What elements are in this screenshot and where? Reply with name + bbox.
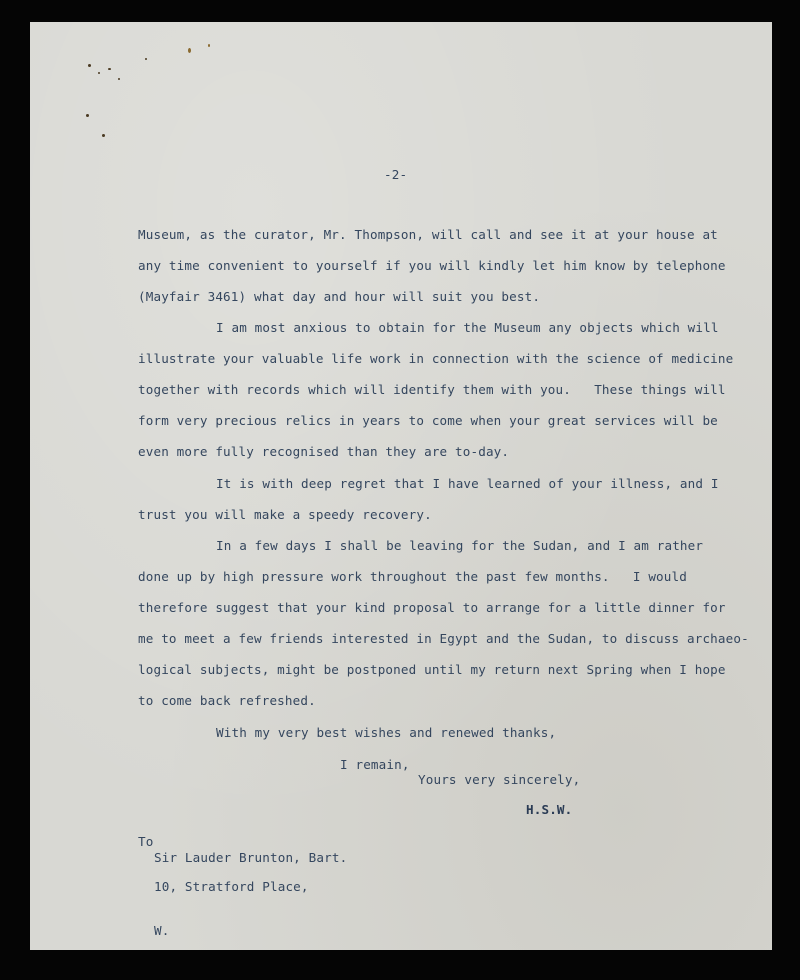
ink-speck xyxy=(188,48,191,53)
letter-line: therefore suggest that your kind proposal to arrange for a little dinner for xyxy=(138,600,726,615)
ink-speck xyxy=(108,68,111,70)
letter-line: In a few days I shall be leaving for the Sudan, and I am rather xyxy=(216,538,704,553)
ink-speck xyxy=(98,72,100,74)
letter-line: (Mayfair 3461) what day and hour will suit you best. xyxy=(138,289,541,304)
page-number: -2- xyxy=(384,167,408,182)
signature-initials: H.S.W. xyxy=(526,802,573,817)
letter-line: form very precious relics in years to come when your great services will be xyxy=(138,413,718,428)
address-line: W. xyxy=(154,923,170,938)
letter-line: logical subjects, might be postponed until my return next Spring when I hope xyxy=(138,662,726,677)
ink-speck xyxy=(88,64,91,67)
letter-line: even more fully recognised than they are to-day. xyxy=(138,444,510,459)
letter-line: to come back refreshed. xyxy=(138,693,316,708)
ink-speck xyxy=(86,114,89,117)
ink-speck xyxy=(102,134,105,137)
letter-line: Museum, as the curator, Mr. Thompson, will call and see it at your house at xyxy=(138,227,718,242)
valediction: Yours very sincerely, xyxy=(418,772,581,787)
letter-line: With my very best wishes and renewed thanks, xyxy=(216,725,557,740)
ink-speck xyxy=(118,78,120,80)
letter-line: me to meet a few friends interested in Egypt and the Sudan, to discuss archaeo- xyxy=(138,631,749,646)
to-label: To xyxy=(138,834,154,849)
letter-line: any time convenient to yourself if you will kindly let him know by telephone xyxy=(138,258,726,273)
letter-line: done up by high pressure work throughout the past few months. I would xyxy=(138,569,687,584)
letter-line: It is with deep regret that I have learned of your illness, and I xyxy=(216,476,719,491)
ink-speck xyxy=(208,44,210,47)
letter-line: illustrate your valuable life work in connection with the science of medicine xyxy=(138,351,734,366)
letter-line: together with records which will identify them with you. These things will xyxy=(138,382,726,397)
letter-line: I am most anxious to obtain for the Museum any objects which will xyxy=(216,320,719,335)
letter-line: trust you will make a speedy recovery. xyxy=(138,507,432,522)
ink-speck xyxy=(145,58,147,60)
address-line: Sir Lauder Brunton, Bart. xyxy=(154,850,348,865)
closing: I remain, xyxy=(340,757,410,772)
address-line: 10, Stratford Place, xyxy=(154,879,309,894)
